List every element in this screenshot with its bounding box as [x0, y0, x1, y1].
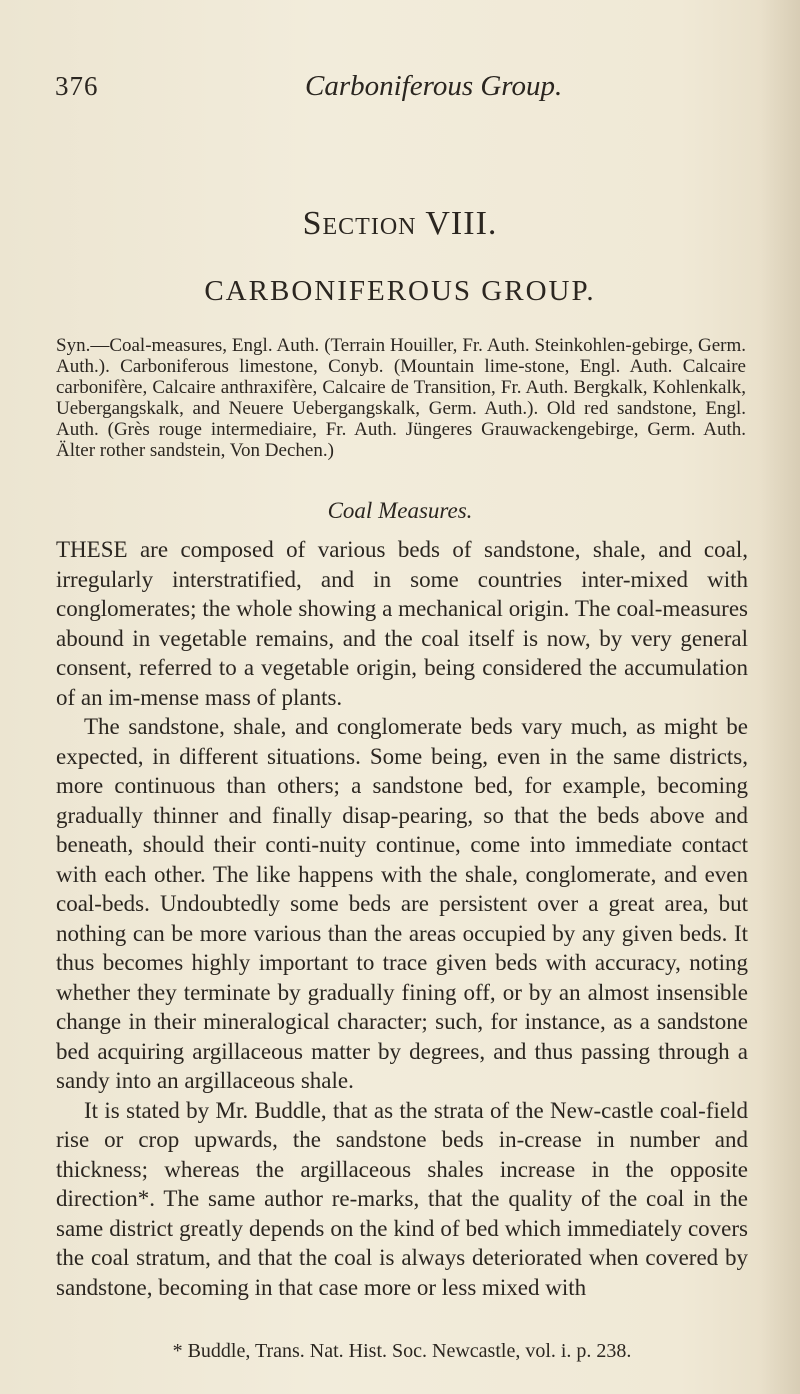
footnote: * Buddle, Trans. Nat. Hist. Soc. Newcastle, vol. i. p. 238. [172, 1340, 632, 1362]
paragraph: THESE are composed of various beds of sandstone, shale, and coal, irregularly interstratified, and in some countries inter-mixed with conglomerates; the whole showing a mechanical origin. The coal-measures abound in vegetable remains, and the coal itself is now, by very general consent, referred to a vegetable origin, being considered the accumulation of an im-mense mass of plants. [56, 537, 748, 710]
group-title: CARBONIFEROUS GROUP. [204, 275, 596, 307]
page-edge-shadow [760, 0, 800, 1394]
coal-measures-heading: Coal Measures. [327, 498, 473, 523]
section-title: Section VIII. [302, 205, 498, 242]
paragraph: The sandstone, shale, and conglomerate beds vary much, as might be expected, in different situations. Some being, even in the same districts, more continuous than others; a sandstone bed, for example, becoming gradually thinner and finally disap-pearing, so that the beds above and beneath, should their conti-nuity continue, come into immediate contact with each other. The like happens with the shale, conglomerate, and even coal-beds. Undoubtedly some beds are persistent over a great area, but nothing can be more various than the areas occupied by any given beds. It thus becomes highly important to trace given beds with accuracy, noting whether they terminate by gradually fining off, or by an almost insensible change in their mineralogical character; such, for instance, as a sandstone bed acquiring argillaceous matter by degrees, and thus passing through a sandy into an argillaceous shale. [56, 714, 748, 1093]
page-header [55, 70, 740, 110]
page-number: 376 [55, 71, 99, 101]
body-text [56, 535, 748, 1302]
synonymy-text: Syn.—Coal-measures, Engl. Auth. (Terrain Houiller, Fr. Auth. Steinkohlen-gebirge, Germ. Auth.). Carboniferous limestone, Conyb. (Mountain lime-stone, Engl. Auth. Calcaire carbonifère, Calcaire anthraxifère, Calcaire de Transition, Fr. Auth. Bergkalk, Kohlenkalk, Uebergangskalk, and Neuere Uebergangskalk, Germ. Auth.). Old red sandstone, Engl. Auth. (Grès rouge intermediaire, Fr. Auth. Jüngeres Grauwackengebirge, Germ. Auth. Älter rother sandstein, Von Dechen.) [56, 335, 746, 461]
synonymy-block [56, 335, 746, 461]
paragraph: It is stated by Mr. Buddle, that as the strata of the New-castle coal-field rise or crop upwards, the sandstone beds in-crease in number and thickness; whereas the argillaceous shales increase in the opposite direction*. The same author re-marks, that the quality of the coal in the same district greatly depends on the kind of bed which immediately covers the coal stratum, and that the coal is always deteriorated when covered by sandstone, becoming in that case more or less mixed with [56, 1097, 748, 1300]
running-title: Carboniferous Group. [305, 70, 563, 102]
